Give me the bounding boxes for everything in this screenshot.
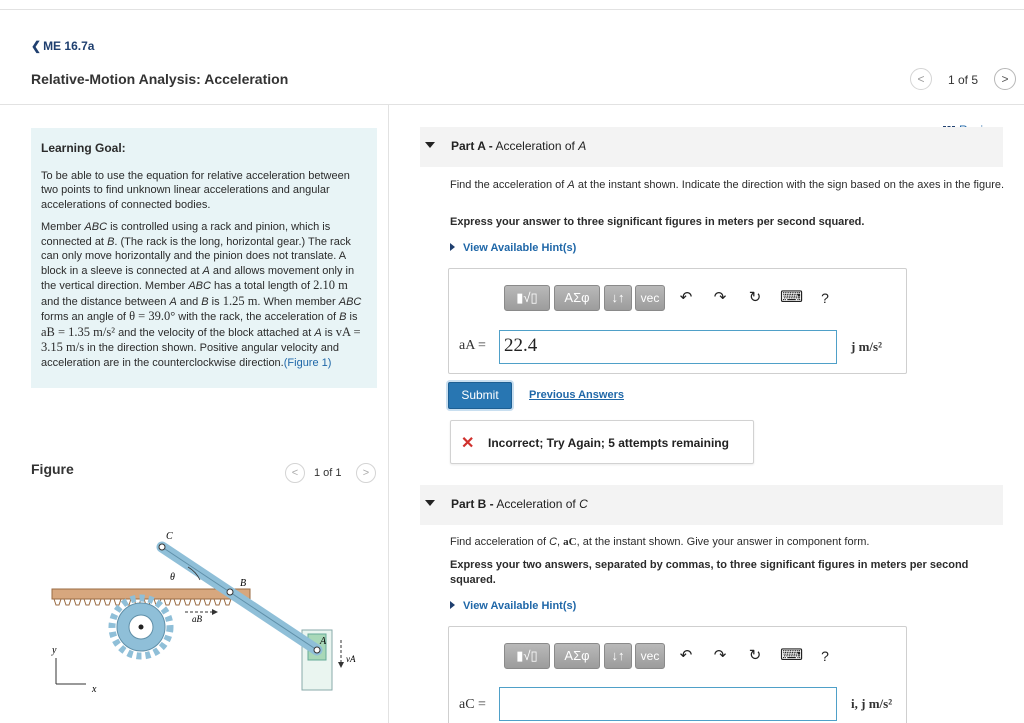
chevron-left-icon: ❮ [31, 39, 42, 53]
length-value: 2.10 m [313, 278, 348, 292]
learning-goal-box [31, 128, 377, 388]
collapse-triangle-icon [425, 500, 435, 506]
next-problem-button[interactable] [994, 68, 1016, 90]
part-a-format: Express your answer to three significant figures in meters per second squared. [450, 216, 865, 228]
part-a-hint-link[interactable]: View Available Hint(s) [450, 242, 576, 254]
velocity-value: vA = 3.15 m/s [41, 324, 361, 354]
theta-value: θ = 39.0° [129, 309, 176, 323]
part-a-answer-panel [448, 268, 907, 374]
templates-button[interactable]: ▮√▯ [504, 643, 550, 669]
chevron-right-icon: > [362, 467, 370, 479]
part-b-hint-link[interactable]: View Available Hint(s) [450, 600, 576, 612]
help-icon[interactable]: ? [821, 290, 829, 306]
undo-icon[interactable]: ↶ [679, 647, 693, 664]
part-b-format: Express your two answers, separated by commas, to three significant figures in meters per second squared. [450, 559, 969, 586]
ab-arrowhead [212, 609, 218, 615]
keyboard-icon[interactable]: ⌨ [780, 647, 804, 664]
part-b-answer-input[interactable] [499, 687, 837, 721]
subscript-button[interactable]: ↓↑ [604, 643, 632, 669]
figure-pager [285, 463, 377, 485]
part-b-title: Part B - Acceleration of C [451, 497, 588, 511]
templates-button[interactable]: ▮√▯ [504, 285, 550, 311]
caret-right-icon [450, 243, 455, 251]
figure-link[interactable]: (Figure 1) [283, 356, 332, 369]
reset-icon[interactable]: ↻ [748, 289, 762, 306]
previous-answers-link[interactable]: Previous Answers [529, 389, 624, 401]
reset-icon[interactable]: ↻ [748, 647, 762, 664]
vec-button[interactable]: vec [635, 643, 665, 669]
learning-goal-title: Learning Goal: [41, 141, 126, 155]
chevron-left-icon: < [291, 467, 299, 479]
part-b-unit: i, j m/s² [851, 696, 893, 711]
header-divider [0, 104, 1024, 105]
math-toolbar [504, 643, 844, 671]
part-a-unit: j m/s² [851, 339, 882, 354]
part-b-answer-label: aC = [459, 697, 486, 712]
symbols-button[interactable]: ΑΣφ [554, 285, 600, 311]
label-x: x [92, 684, 97, 695]
keyboard-icon[interactable]: ⌨ [780, 289, 804, 306]
part-b-header[interactable] [420, 485, 1003, 525]
next-figure-button[interactable] [356, 463, 376, 483]
va-arrowhead [338, 662, 344, 668]
caret-right-icon [450, 601, 455, 609]
label-y: y [52, 645, 57, 656]
submit-button[interactable]: Submit [448, 382, 512, 409]
mechanism-figure[interactable] [40, 522, 370, 722]
label-b: B [240, 578, 247, 589]
part-a-header[interactable] [420, 127, 1003, 167]
distance-value: 1.25 m [222, 293, 258, 308]
page-title: Relative-Motion Analysis: Acceleration [31, 71, 289, 87]
math-toolbar [504, 285, 844, 313]
chevron-right-icon: > [1001, 72, 1009, 86]
part-b-answer-panel [448, 626, 907, 723]
feedback-message: Incorrect; Try Again; 5 attempts remaining [488, 436, 729, 450]
pinion-gear [112, 598, 170, 656]
redo-icon[interactable]: ↷ [713, 289, 727, 306]
top-border [0, 9, 1024, 10]
label-theta: θ [170, 572, 175, 583]
part-a-instruction: Find the acceleration of A at the instant shown. Indicate the direction with the sign based on the axes in the figure. [450, 179, 1005, 191]
label-a: A [320, 636, 327, 647]
problem-description: Member ABC is controlled using a rack and pinion, which is connected at B. (The rack is the long, horizontal gear.) The rack can only move horizontally and the pinion does not translate. A block in a sleeve is connected at A and allows movement only in the vertical direction. Member ABC has a total length of 2.10 m and the distance between A and B is 1.25 m. When member ABC forms an angle of θ = 39.0° with the rack, the acceleration of B is aB = 1.35 m/s² and the velocity of the block attached at A is vA = 3.15 m/s in the direction shown. Positive angular velocity and acceleration are in the counterclockwise direction.(Figure 1) [41, 221, 362, 369]
pin-b [227, 589, 233, 595]
column-divider [388, 104, 389, 723]
problem-count: 1 of 5 [948, 73, 979, 87]
pin-c [159, 544, 165, 550]
back-link[interactable] [31, 39, 94, 53]
problem-pager [910, 68, 1018, 92]
learning-goal-text: To be able to use the equation for relative acceleration between two points to find unknown linear accelerations and angular accelerations of connected bodies. [41, 169, 350, 211]
part-a-answer-input[interactable]: 22.4 [499, 330, 837, 364]
vec-button[interactable]: vec [635, 285, 665, 311]
prev-problem-button[interactable] [910, 68, 932, 90]
redo-icon[interactable]: ↷ [713, 647, 727, 664]
accel-value: aB = 1.35 m/s² [41, 324, 115, 339]
feedback-box [450, 420, 754, 464]
part-a-answer-label: aA = [459, 338, 486, 353]
label-va: vA [346, 654, 356, 664]
undo-icon[interactable]: ↶ [679, 289, 693, 306]
back-link-label: ME 16.7a [43, 39, 95, 53]
error-x-icon: ✕ [461, 435, 475, 452]
part-b-instruction: Find acceleration of C, aC, at the instant shown. Give your answer in component form. [450, 536, 870, 548]
subscript-button[interactable]: ↓↑ [604, 285, 632, 311]
figure-label: Figure [31, 461, 74, 477]
symbols-button[interactable]: ΑΣφ [554, 643, 600, 669]
collapse-triangle-icon [425, 142, 435, 148]
label-ab: aB [192, 614, 202, 624]
prev-figure-button[interactable] [285, 463, 305, 483]
chevron-left-icon: < [917, 72, 925, 86]
help-icon[interactable]: ? [821, 648, 829, 664]
pin-a [314, 647, 320, 653]
label-c: C [166, 531, 173, 542]
figure-count: 1 of 1 [314, 467, 342, 479]
part-a-title: Part A - Acceleration of A [451, 139, 587, 153]
